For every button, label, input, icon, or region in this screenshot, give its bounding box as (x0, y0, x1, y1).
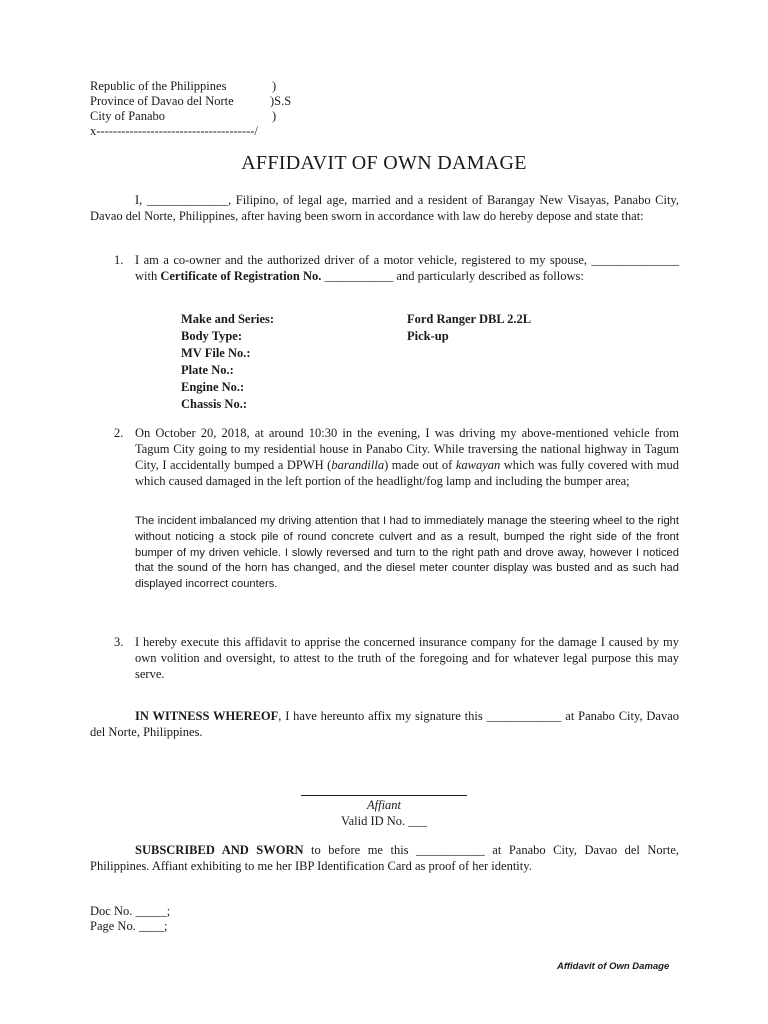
intro-paragraph: I, _____________, Filipino, of legal age, married and a resident of Barangay New Visayas, Panabo City, Davao del Norte, Philippines, after having been sworn in accordance with law do hereby depose and state that: (90, 193, 679, 223)
item-2-paragraph (135, 425, 679, 489)
item-2-italic-b: kawayan (455, 458, 501, 472)
doc-no-line: Doc No. _____; (90, 904, 171, 918)
item-1-text-after: ___________ and particularly described as follows: (321, 269, 584, 283)
venue-province: Province of Davao del Norte (90, 94, 234, 108)
valid-id-line: Valid ID No. ___ (340, 814, 428, 828)
witness-heading: IN WITNESS WHEREOF (135, 709, 279, 723)
venue-mark-3: ) (272, 109, 277, 123)
venue-mark-ss: )S.S (270, 94, 292, 108)
item-1-text-before: I am a co-owner and the authorized driver of a motor vehicle, registered to my spouse, ______________ with (135, 253, 679, 283)
item-2-text-b: ) made out of (384, 458, 456, 472)
venue-mark-1: ) (272, 79, 277, 93)
witness-text: , I have hereunto affix my signature this ____________ at Panabo City, Davao del Norte, Philippines. (90, 709, 679, 739)
spec-label-body: Body Type: (181, 329, 243, 343)
spec-label-engine: Engine No.: (181, 380, 245, 394)
item-1-certificate-label: Certificate of Registration No. (160, 269, 322, 283)
spec-value-make: Ford Ranger DBL 2.2L (407, 312, 532, 326)
item-2-number: 2. (114, 426, 124, 440)
spec-label-chassis: Chassis No.: (181, 397, 247, 411)
page-no-line: Page No. ____; (90, 919, 168, 933)
venue-city: City of Panabo (90, 109, 165, 123)
document-title: AFFIDAVIT OF OWN DAMAGE (241, 152, 527, 174)
item-2-italic-a: barandilla (331, 458, 385, 472)
spec-label-mvfile: MV File No.: (181, 346, 251, 360)
spec-label-plate: Plate No.: (181, 363, 234, 377)
venue-republic: Republic of the Philippines (90, 79, 227, 93)
signature-line (301, 795, 467, 796)
spec-value-body: Pick-up (407, 329, 449, 343)
item-1-number: 1. (114, 253, 124, 267)
witness-clause (90, 708, 679, 740)
item-2-text-a: On October 20, 2018, at around 10:30 in the evening, I was driving my above-mentioned vehicle from Tagum City going to my residential house in Panabo City. While traversing the national highway in Tagum City, I accidentally bumped a DPWH ( (135, 426, 679, 472)
jurat-clause (90, 842, 679, 874)
jurat-heading: SUBSCRIBED AND SWORN (135, 843, 304, 857)
jurat-text: to before me this ___________ at Panabo City, Davao del Norte, Philippines. Affiant exhibiting to me her IBP Identification Card as proof of her identity. (90, 843, 679, 873)
page-footer: Affidavit of Own Damage (557, 961, 670, 972)
item-3-paragraph: I hereby execute this affidavit to apprise the concerned insurance company for the damage I caused by my own volition and oversight, to attest to the truth of the foregoing and for whatever legal purpose this may serve. (135, 635, 679, 681)
spec-label-make: Make and Series: (181, 312, 275, 326)
item-2-text-c: which was fully covered with mud which caused damaged in the left portion of the headlight/fog lamp and including the bumper area; (135, 458, 679, 488)
item-2-continuation: The incident imbalanced my driving attention that I had to immediately manage the steering wheel to the right without noticing a stock pile of round concrete culvert and as a result, bumped the right side of the front bumper of my driven vehicle. I slowly reversed and turn to the right path and drove away, however I noticed that the sound of the horn has changed, and the diesel meter counter display was busted and as such had displayed incorrect counters. (135, 515, 679, 591)
venue-separator: x--------------------------------------/ (90, 124, 258, 138)
item-1-paragraph (135, 252, 679, 284)
affiant-label: Affiant (366, 798, 402, 812)
item-3-number: 3. (114, 635, 124, 649)
